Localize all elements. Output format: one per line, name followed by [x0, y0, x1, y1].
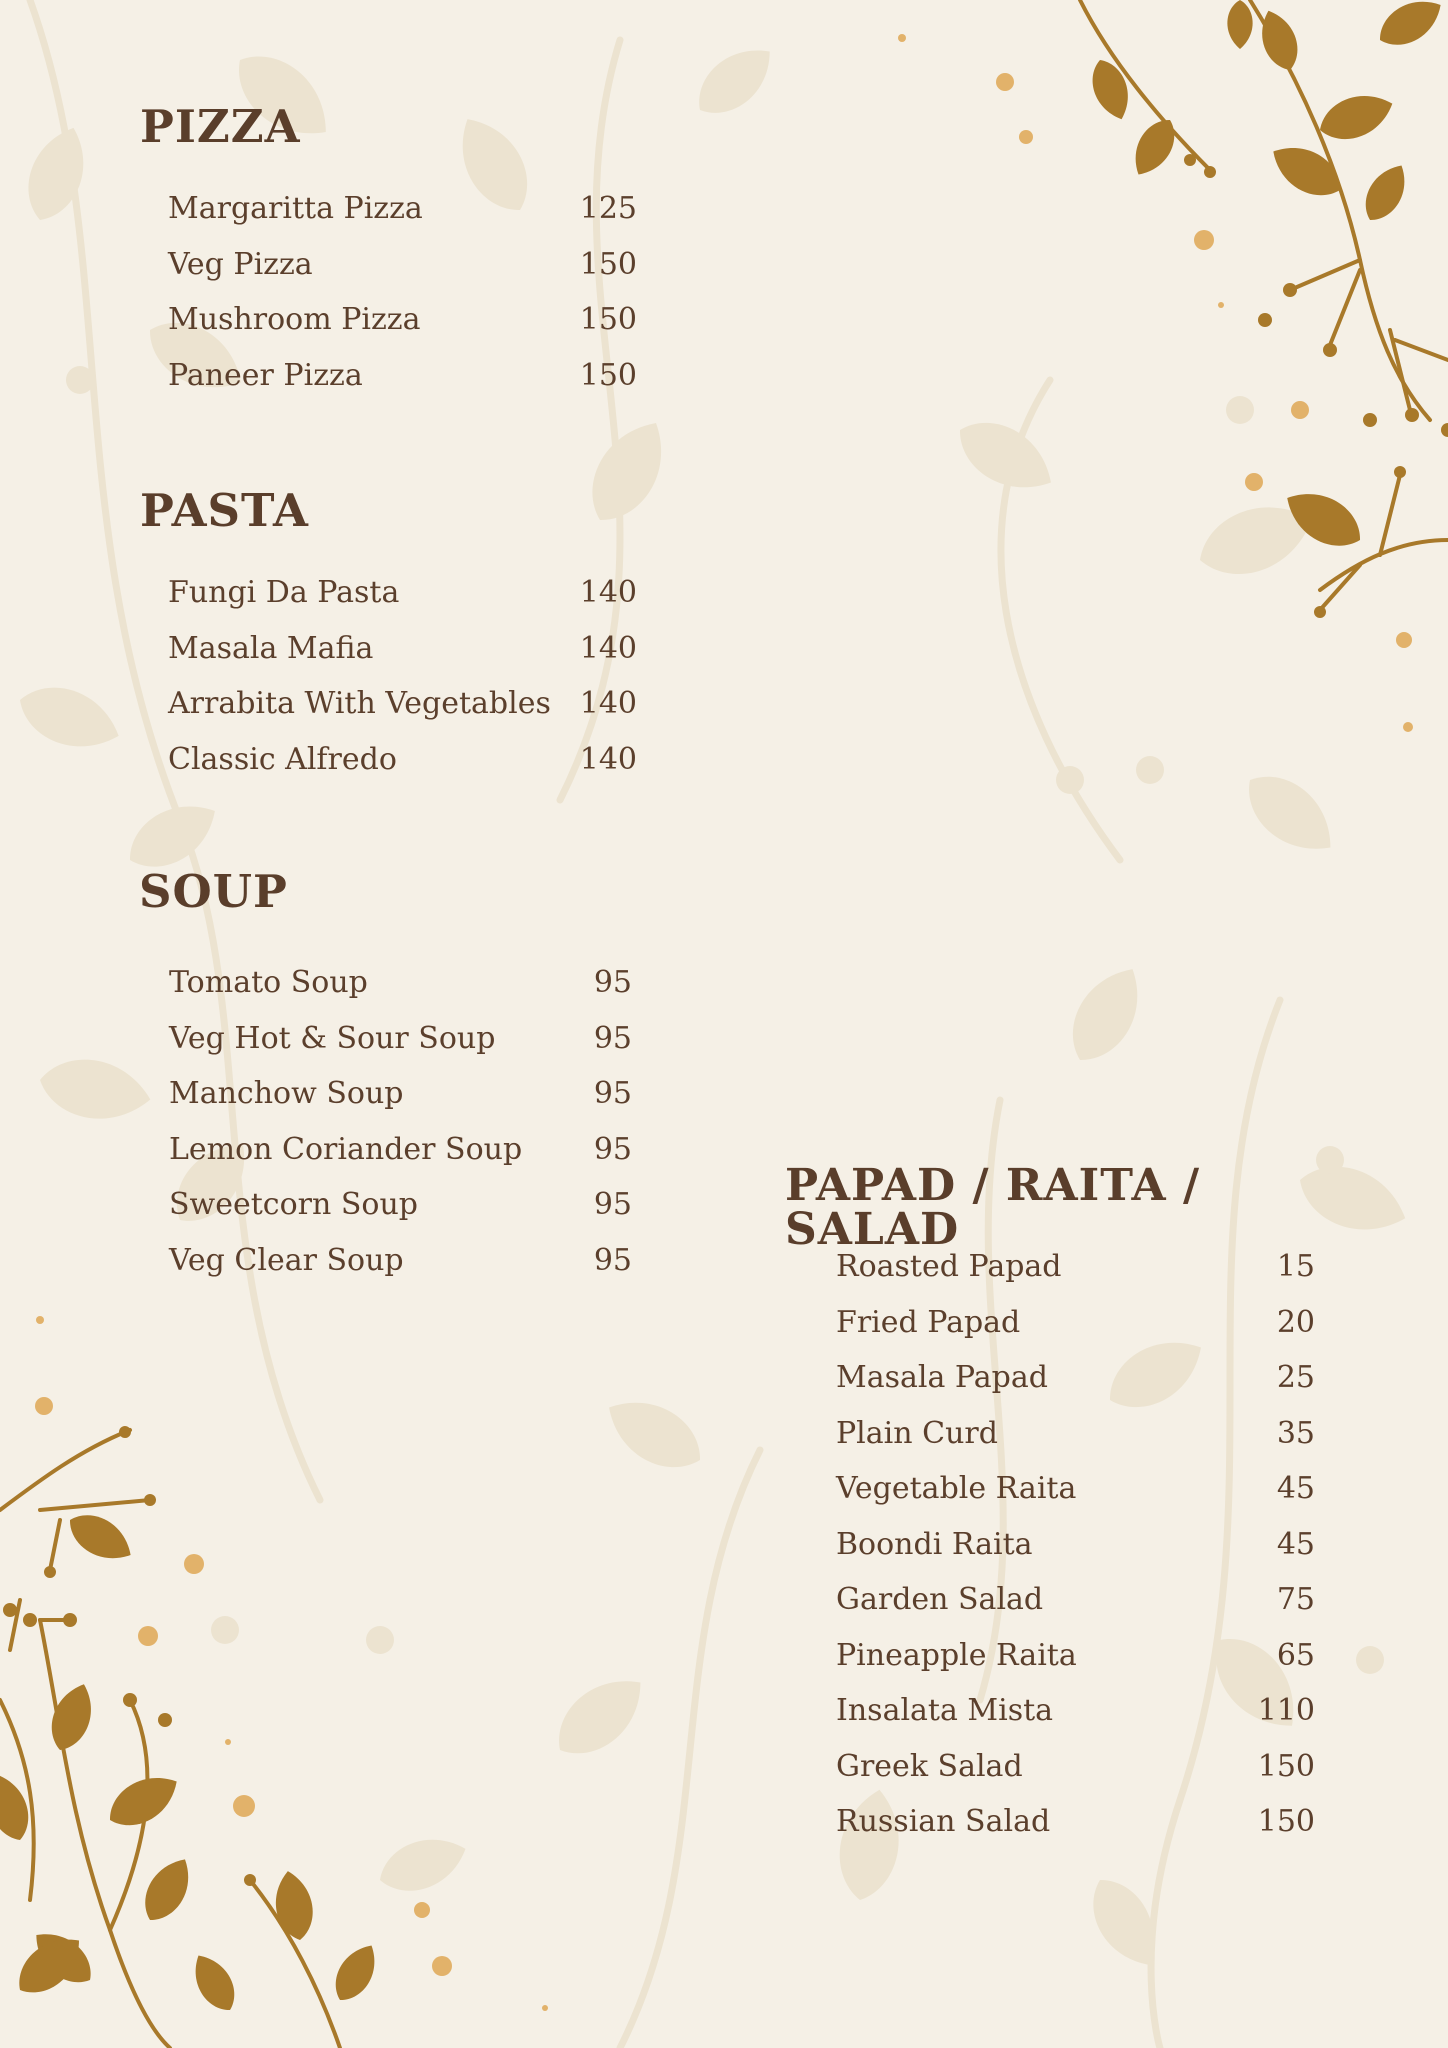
item-price: 95: [593, 1131, 632, 1167]
pizza-items: [168, 191, 637, 416]
item-name: Russian Salad: [836, 1804, 1051, 1839]
item-price: 65: [1276, 1637, 1315, 1673]
item-name: Insalata Mista: [836, 1693, 1054, 1728]
item-name: Veg Pizza: [168, 246, 313, 282]
pasta-items: [168, 575, 637, 800]
item-name: Boondi Raita: [836, 1526, 1033, 1562]
menu-item: [168, 302, 637, 361]
menu-item: [168, 191, 637, 250]
section-title: PIZZA: [140, 100, 301, 153]
item-price: 95: [593, 1187, 632, 1222]
item-name: Plain Curd: [836, 1415, 998, 1451]
item-name: Tomato Soup: [169, 965, 368, 1000]
menu-item: [168, 575, 637, 634]
menu-item: [836, 1249, 1315, 1308]
item-price: 45: [1276, 1471, 1315, 1506]
item-price: 150: [1257, 1804, 1315, 1839]
item-name: Vegetable Raita: [836, 1471, 1077, 1506]
menu-item: [836, 1471, 1315, 1530]
papad-raita-salad-items: [836, 1249, 1315, 1863]
menu-item: [169, 1131, 632, 1191]
item-name: Mushroom Pizza: [168, 302, 421, 337]
menu-item: [836, 1526, 1315, 1586]
menu-item: [836, 1582, 1315, 1641]
pizza-section: [140, 100, 637, 393]
item-price: 95: [593, 1020, 632, 1056]
item-price: 95: [593, 1076, 632, 1111]
menu-item: [836, 1693, 1315, 1752]
menu-item: [168, 357, 637, 417]
item-name: Classic Alfredo: [168, 741, 397, 777]
item-price: 95: [593, 1242, 632, 1278]
menu-item: [169, 1187, 632, 1246]
item-price: 25: [1276, 1360, 1315, 1395]
menu-item: [169, 1242, 632, 1302]
menu-item: [168, 246, 637, 306]
item-price: 140: [579, 630, 637, 666]
item-name: Manchow Soup: [169, 1076, 404, 1111]
menu-item: [836, 1637, 1315, 1697]
menu-item: [168, 686, 637, 745]
item-price: 140: [579, 741, 637, 777]
item-price: 15: [1276, 1249, 1315, 1284]
item-name: Pineapple Raita: [836, 1637, 1077, 1673]
item-price: 110: [1257, 1693, 1315, 1728]
item-name: Veg Clear Soup: [169, 1242, 404, 1278]
item-price: 150: [1257, 1748, 1315, 1784]
item-price: 150: [579, 357, 637, 393]
soup-items: [169, 965, 632, 1301]
item-name: Fungi Da Pasta: [168, 575, 400, 610]
item-name: Sweetcorn Soup: [169, 1187, 418, 1222]
papad-raita-salad-section: [785, 1160, 1315, 1839]
item-price: 75: [1276, 1582, 1315, 1617]
section-title: PAPAD / RAITA / SALAD: [785, 1160, 1201, 1255]
menu-item: [836, 1804, 1315, 1863]
item-name: Garden Salad: [836, 1582, 1044, 1617]
item-name: Arrabita With Vegetables: [168, 686, 551, 721]
item-price: 95: [593, 965, 632, 1000]
menu-item: [168, 630, 637, 690]
section-title: SOUP: [139, 865, 288, 918]
gold-leaf-branch-icon: [0, 1316, 548, 2048]
gold-leaf-branch-icon: [898, 0, 1448, 732]
menu-item: [169, 965, 632, 1024]
item-price: 150: [579, 302, 637, 337]
menu-item: [836, 1304, 1315, 1364]
menu-item: [168, 741, 637, 801]
item-name: Margaritta Pizza: [168, 191, 423, 226]
item-price: 150: [579, 246, 637, 282]
pasta-section: [140, 484, 637, 777]
item-name: Fried Papad: [836, 1304, 1021, 1340]
item-name: Roasted Papad: [836, 1249, 1062, 1284]
item-name: Lemon Coriander Soup: [169, 1131, 523, 1167]
item-price: 140: [579, 686, 637, 721]
item-price: 140: [579, 575, 637, 610]
item-price: 35: [1276, 1415, 1315, 1451]
item-price: 20: [1276, 1304, 1315, 1340]
section-title: PASTA: [140, 484, 309, 537]
menu-item: [169, 1020, 632, 1080]
item-name: Veg Hot & Sour Soup: [169, 1020, 496, 1056]
menu-item: [836, 1748, 1315, 1808]
item-name: Greek Salad: [836, 1748, 1023, 1784]
item-name: Masala Papad: [836, 1360, 1048, 1395]
item-name: Paneer Pizza: [168, 357, 363, 393]
soup-section: [139, 865, 632, 1278]
menu-item: [836, 1360, 1315, 1419]
item-price: 45: [1276, 1526, 1315, 1562]
menu-item: [169, 1076, 632, 1135]
item-name: Masala Mafia: [168, 630, 374, 666]
menu-item: [836, 1415, 1315, 1475]
item-price: 125: [579, 191, 637, 226]
